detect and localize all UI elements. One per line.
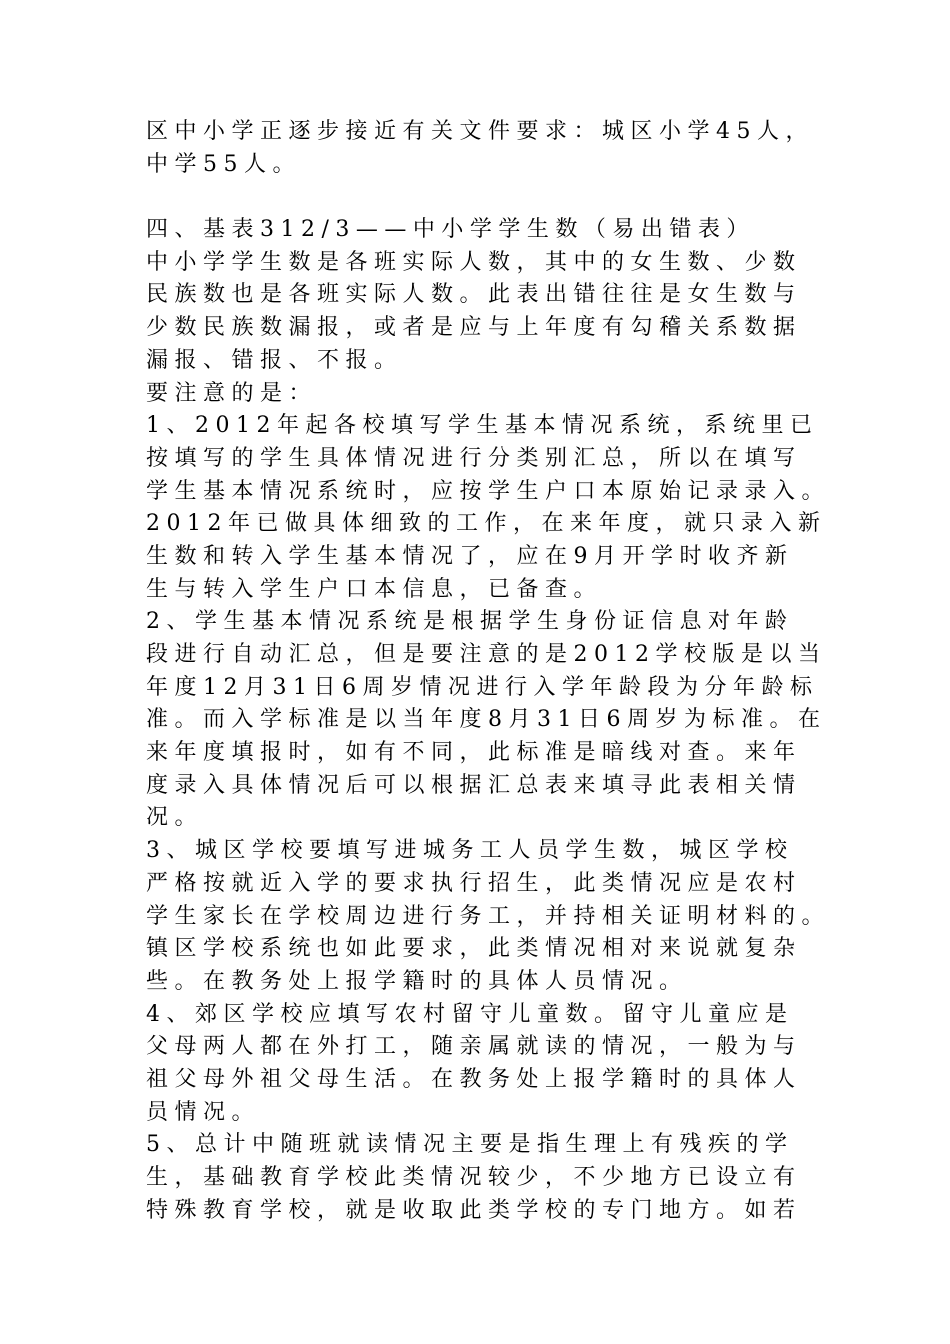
list-item-1: 1、2012年起各校填写学生基本情况系统，系统里已	[146, 413, 819, 439]
subheading: 要注意的是：	[146, 380, 318, 406]
text-line: 特殊教育学校，就是收取此类学校的专门地方。如若	[146, 1197, 802, 1223]
text-line: 年度12月31日6周岁情况进行入学年龄段为分年龄标	[146, 674, 819, 700]
text-line: 度录入具体情况后可以根据汇总表来填寻此表相关情	[146, 772, 802, 798]
text-line: 镇区学校系统也如此要求，此类情况相对来说就复杂	[146, 936, 802, 962]
text-line: 祖父母外祖父母生活。在教务处上报学籍时的具体人	[146, 1066, 802, 1092]
text-line: 漏报、错报、不报。	[146, 347, 403, 373]
text-line: 来年度填报时，如有不同，此标准是暗线对查。来年	[146, 740, 802, 766]
text-line: 区中小学正逐步接近有关文件要求：城区小学45人，	[146, 119, 814, 144]
text-line: 生数和转入学生基本情况了，应在9月开学时收齐新	[146, 543, 794, 569]
text-line: 严格按就近入学的要求执行招生，此类情况应是农村	[146, 870, 802, 896]
text-line: 学生基本情况系统时，应按学生户口本原始记录录入。	[146, 478, 831, 504]
text-line: 中学55人。	[146, 151, 301, 177]
text-line: 些。在教务处上报学籍时的具体人员情况。	[146, 968, 688, 994]
blank-line	[146, 181, 826, 214]
list-item-3: 3、城区学校要填写进城务工人员学生数，城区学校	[146, 838, 794, 864]
list-item-4: 4、郊区学校应填写农村留守儿童数。留守儿童应是	[146, 1001, 794, 1027]
document-body	[146, 116, 831, 1227]
text-line: 段进行自动汇总，但是要注意的是2012学校版是以当	[146, 642, 827, 667]
text-line: 按填写的学生具体情况进行分类别汇总，所以在填写	[146, 445, 802, 471]
text-line: 员情况。	[146, 1099, 261, 1125]
text-line: 2012年已做具体细致的工作，在来年度，就只录入新	[146, 511, 827, 537]
list-item-2: 2、学生基本情况系统是根据学生身份证信息对年龄	[146, 609, 794, 635]
text-line: 况。	[146, 805, 204, 831]
text-line: 生与转入学生户口本信息，已备查。	[146, 576, 603, 602]
list-item-5: 5、总计中随班就读情况主要是指生理上有残疾的学	[146, 1132, 794, 1158]
text-line: 父母两人都在外打工，随亲属就读的情况，一般为与	[146, 1034, 802, 1060]
text-line: 少数民族数漏报，或者是应与上年度有勾稽关系数据	[146, 315, 802, 341]
text-line: 生，基础教育学校此类情况较少，不少地方已设立有	[146, 1165, 802, 1190]
text-line: 中小学学生数是各班实际人数，其中的女生数、少数	[146, 249, 802, 275]
text-line: 准。而入学标准是以当年度8月31日6周岁为标准。在	[146, 707, 827, 733]
text-line: 民族数也是各班实际人数。此表出错往往是女生数与	[146, 282, 802, 308]
text-line: 学生家长在学校周边进行务工，并持相关证明材料的。	[146, 903, 831, 929]
section-heading: 四、基表312/3——中小学学生数（易出错表）	[146, 217, 755, 243]
